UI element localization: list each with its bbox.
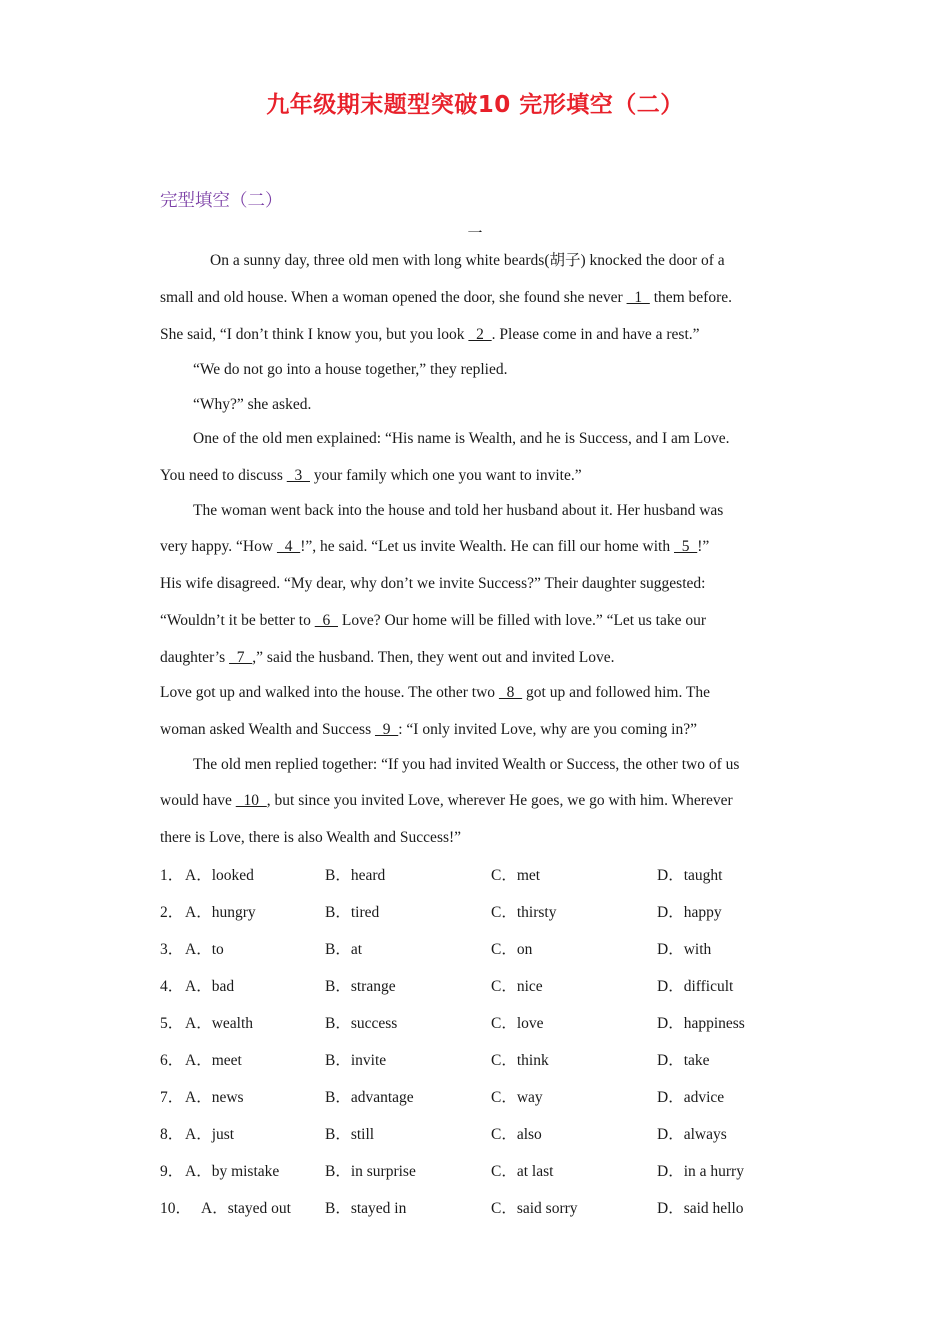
option-d: D．said hello xyxy=(657,1200,744,1217)
passage-line: You need to discuss 3 your family which one you want to invite.” xyxy=(160,466,582,484)
question-number: 10． xyxy=(160,1200,192,1217)
passage-line: “Wouldn’t it be better to 6 Love? Our home will be filled with love.” “Let us take our xyxy=(160,612,706,629)
section-heading: 完型填空（二） xyxy=(160,191,283,211)
page-title: 九年级期末题型突破10 完形填空（二） xyxy=(266,92,684,118)
option-d: D．advice xyxy=(657,1089,725,1106)
passage-line: would have 10 , but since you invited Love, wherever He goes, we go with him. Wherever xyxy=(160,792,733,809)
option-a: A．hungry xyxy=(185,904,256,921)
blank-3: 3 xyxy=(286,466,310,484)
question-number: 2． xyxy=(160,904,184,921)
option-c: C．said sorry xyxy=(491,1200,578,1217)
option-c: C．at last xyxy=(491,1163,554,1180)
option-a: A．news xyxy=(185,1089,244,1106)
question-row xyxy=(160,894,810,931)
blank-1: 1 xyxy=(626,289,650,306)
option-a: A．by mistake xyxy=(185,1163,280,1180)
option-b: B．in surprise xyxy=(325,1163,416,1180)
option-c: C．thirsty xyxy=(491,904,557,921)
passage-line: daughter’s 7 ,” said the husband. Then, they went out and invited Love. xyxy=(160,649,615,666)
question-number: 7． xyxy=(160,1089,184,1106)
question-number: 9． xyxy=(160,1163,184,1180)
option-d: D．taught xyxy=(657,867,723,884)
option-b: B．heard xyxy=(325,867,386,884)
option-b: B．invite xyxy=(325,1052,387,1069)
passage-line: Love got up and walked into the house. The other two 8 got up and followed him. The xyxy=(160,684,711,701)
option-a: A．just xyxy=(185,1126,235,1143)
option-d: D．always xyxy=(657,1126,727,1143)
passage-line: woman asked Wealth and Success 9 : “I only invited Love, why are you coming in?” xyxy=(160,720,697,738)
option-d: D．in a hurry xyxy=(657,1163,744,1180)
question-number: 5． xyxy=(160,1015,184,1032)
option-c: C．way xyxy=(491,1089,543,1106)
question-number: 4． xyxy=(160,978,184,995)
question-row xyxy=(160,968,810,1005)
question-row xyxy=(160,1079,810,1116)
option-c: C．nice xyxy=(491,978,543,995)
option-a: A．wealth xyxy=(185,1015,254,1032)
blank-7: 7 xyxy=(229,649,253,666)
blank-5: 5 xyxy=(674,538,698,555)
option-a: A．bad xyxy=(185,978,235,995)
option-a: A．to xyxy=(185,941,224,958)
blank-8: 8 xyxy=(498,684,523,701)
option-d: D．take xyxy=(657,1052,710,1069)
passage-line: “We do not go into a house together,” they replied. xyxy=(193,361,508,378)
option-b: B．still xyxy=(325,1126,375,1143)
passage-line: His wife disagreed. “My dear, why don’t we invite Success?” Their daughter suggested: xyxy=(160,575,706,592)
option-a: A．meet xyxy=(185,1052,242,1069)
option-d: D．difficult xyxy=(657,978,734,995)
blank-10: 10 xyxy=(235,792,267,809)
question-options xyxy=(160,857,810,1227)
option-d: D．happiness xyxy=(657,1015,745,1032)
option-c: C．met xyxy=(491,867,541,884)
blank-4: 4 xyxy=(276,538,301,555)
question-number: 3． xyxy=(160,941,184,958)
question-row xyxy=(160,1116,810,1153)
blank-2: 2 xyxy=(468,326,492,343)
option-c: C．on xyxy=(491,941,533,958)
question-row xyxy=(160,1005,810,1042)
question-row xyxy=(160,1153,810,1190)
option-a: A．stayed out xyxy=(201,1200,291,1217)
option-b: B．tired xyxy=(325,904,380,921)
option-c: C．love xyxy=(491,1015,544,1032)
question-row xyxy=(160,857,810,894)
passage-line: On a sunny day, three old men with long white beards(胡子) knocked the door of a xyxy=(210,252,725,269)
question-row xyxy=(160,1042,810,1079)
passage-line: “Why?” she asked. xyxy=(193,395,312,413)
option-c: C．also xyxy=(491,1126,542,1143)
question-number: 1． xyxy=(160,867,184,884)
passage-line: small and old house. When a woman opened the door, she found she never 1 them before. xyxy=(160,289,733,306)
option-b: B．success xyxy=(325,1015,398,1032)
question-row xyxy=(160,1190,810,1227)
passage-line: very happy. “How 4 !”, he said. “Let us invite Wealth. He can fill our home with 5 !” xyxy=(160,538,710,555)
passage-line: The old men replied together: “If you had invited Wealth or Success, the other two of us xyxy=(193,755,740,773)
passage-line: there is Love, there is also Wealth and Success!” xyxy=(160,829,462,846)
passage-line: The woman went back into the house and told her husband about it. Her husband was xyxy=(193,501,724,519)
option-b: B．advantage xyxy=(325,1089,414,1106)
question-number: 8． xyxy=(160,1126,184,1143)
option-a: A．looked xyxy=(185,867,254,884)
passage-number: 一 xyxy=(467,226,483,242)
option-d: D．happy xyxy=(657,904,722,921)
blank-6: 6 xyxy=(314,612,338,629)
blank-9: 9 xyxy=(374,720,399,738)
option-d: D．with xyxy=(657,941,712,958)
passage-line: One of the old men explained: “His name is Wealth, and he is Success, and I am Love. xyxy=(193,430,730,447)
passage xyxy=(160,242,792,856)
question-number: 6． xyxy=(160,1052,184,1069)
option-c: C．think xyxy=(491,1052,549,1069)
question-row xyxy=(160,931,810,968)
option-b: B．stayed in xyxy=(325,1200,407,1217)
option-b: B．strange xyxy=(325,978,396,995)
passage-line: She said, “I don’t think I know you, but you look 2 . Please come in and have a rest.” xyxy=(160,326,700,343)
option-b: B．at xyxy=(325,941,363,958)
